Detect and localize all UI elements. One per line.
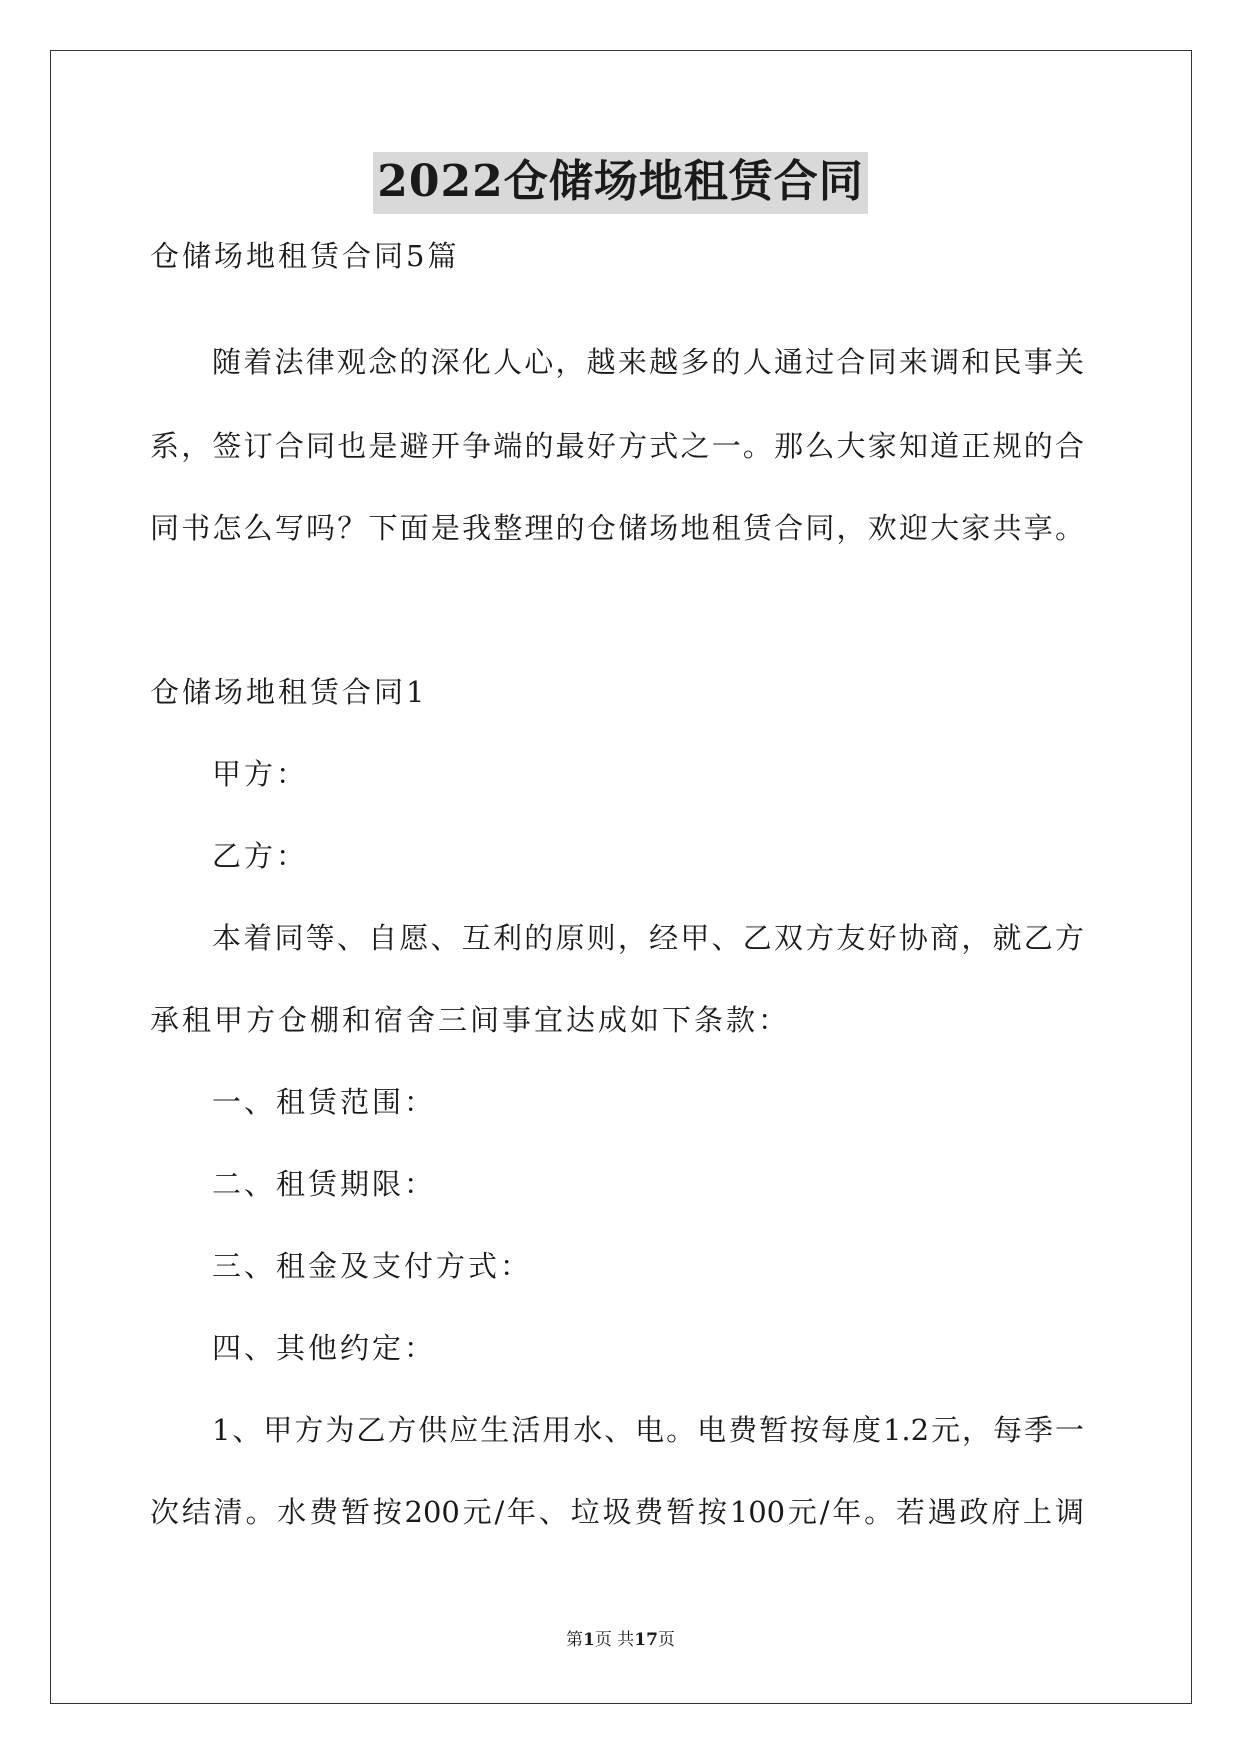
party-b-label: 乙方： [212, 839, 309, 873]
doc-subtitle: 仓储场地租赁合同5篇 [150, 239, 460, 273]
clause-term: 二、租赁期限： [212, 1167, 437, 1201]
footer-mid: 页 共 [594, 1630, 635, 1650]
intro-line-2: 系，签订合同也是避开争端的最好方式之一。那么大家知道正规的合 [150, 429, 1084, 463]
page-border [50, 50, 1192, 1704]
page-footer [0, 1628, 1241, 1652]
clause-rent: 三、租金及支付方式： [212, 1249, 533, 1283]
footer-page-number: 1 [583, 1630, 595, 1650]
item1-line-2: 次结清。水费暂按200元/年、垃圾费暂按100元/年。若遇政府上调 [150, 1495, 1084, 1529]
preamble-line-2: 承租甲方仓棚和宿舍三间事宜达成如下条款： [150, 1003, 791, 1037]
item1-line-1: 1、甲方为乙方供应生活用水、电。电费暂按每度1.2元，每季一 [212, 1413, 1084, 1447]
clause-scope: 一、租赁范围： [212, 1085, 437, 1119]
intro-line-3: 同书怎么写吗？下面是我整理的仓储场地租赁合同，欢迎大家共享。 [150, 511, 1084, 545]
party-a-label: 甲方： [212, 757, 309, 791]
document-title: 2022仓储场地租赁合同 [373, 152, 867, 214]
footer-total-pages: 17 [634, 1630, 658, 1650]
title-container [0, 152, 1241, 214]
preamble-line-1: 本着同等、自愿、互利的原则，经甲、乙双方友好协商，就乙方 [212, 921, 1084, 955]
clause-other: 四、其他约定： [212, 1331, 437, 1365]
footer-prefix: 第 [566, 1630, 584, 1650]
intro-line-1: 随着法律观念的深化人心，越来越多的人通过合同来调和民事关 [212, 345, 1084, 379]
footer-suffix: 页 [657, 1630, 675, 1650]
section-title: 仓储场地租赁合同1 [150, 675, 428, 709]
